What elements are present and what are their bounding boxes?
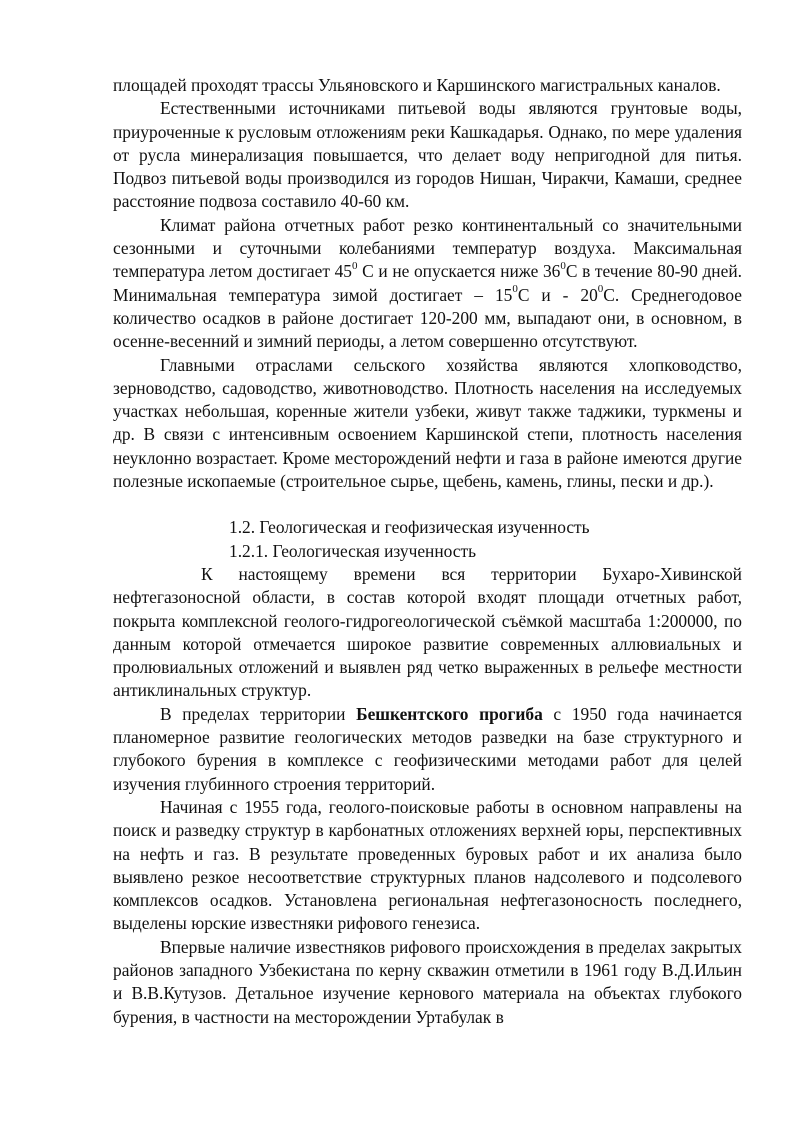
beshkent-text-a: В пределах территории xyxy=(160,703,357,724)
degree-sup-4: 0 xyxy=(597,282,604,295)
climate-text-b: С и не опускается ниже 36 xyxy=(357,261,561,282)
degree-sup-3: 0 xyxy=(512,282,518,295)
paragraph-reef-limestone: Впервые наличие известняков рифового происхождения в пределах закрытых районов западного Узбекистана по керну скважин отметили в 1961 году В.Д.Ильин и В.В.Кутузов. Детальное изучение кернового материала на объектах глубокого бурения, в частности на месторождении Уртабулак в xyxy=(113,936,742,1027)
beshkent-bold-term: Бешкентского прогиба xyxy=(356,703,543,724)
paragraph-gap xyxy=(113,493,742,516)
climate-text-a: Климат района отчетных работ резко континентальный со значительными сезонными и суточными колебаниями температур воздуха. Максимальная температура летом достигает 45 xyxy=(113,214,742,282)
climate-text-d: С и - 20 xyxy=(517,284,598,305)
beshkent-text-b: с 1950 года начинается планомерное развитие геологических методов разведки на базе структурного и глубокого бурения в комплексе с геофизическими методами работ для целей изучения глубинного строения территорий. xyxy=(113,703,742,794)
paragraph-beshkent xyxy=(113,703,742,796)
degree-sup-2: 0 xyxy=(560,259,566,272)
paragraph-survey: К настоящему времени вся территории Бухаро-Хивинской нефтегазоносной области, в состав которой входят площади отчетных работ, покрыта комплексной геолого-гидрогеологической съёмкой масштаба 1:200000, по данным которой отмечается широкое развитие современных аллювиальных и пролювиальных отложений и выявлен ряд четко выраженных в рельефе местности антиклинальных структур. xyxy=(113,563,742,701)
paragraph-agriculture: Главными отраслами сельского хозяйства являются хлопководство, зерноводство, садоводство, животноводство. Плотность населения на исследуемых участках небольшая, коренные жители узбеки, живут также таджики, туркмены и др. В связи с интенсивным освоением Каршинской степи, плотность населения неуклонно возрастает. Кроме месторождений нефти и газа в районе имеются другие полезные ископаемые (строительное сырье, щебень, камень, глины, пески и др.). xyxy=(113,354,742,492)
paragraph-1955-works: Начиная с 1955 года, геолого-поисковые работы в основном направлены на поиск и разведку структур в карбонатных отложениях верхней юры, перспективных на нефть и газ. В результате проведенных буровых работ и их анализа было выявлено резкое несоответствие структурных планов надсолевого и подсолевого комплексов осадков. Установлена региональная нефтегазоносность последнего, выделены юрские известняки рифового генезиса. xyxy=(113,796,742,934)
paragraph-drinking-water: Естественными источниками питьевой воды являются грунтовые воды, приуроченные к русловым отложениям реки Кашкадарья. Однако, по мере удаления от русла минерализация повышается, что делает воду непригодной для питья. Подвоз питьевой воды производился из городов Нишан, Чиракчи, Камаши, среднее расстояние подвоза составило 40-60 км. xyxy=(113,98,742,212)
climate-text-c: С в течение 80-90 дней. Минимальная температура зимой достигает – 15 xyxy=(113,261,742,305)
section-heading-1-2-1: 1.2.1. Геологическая изученность xyxy=(229,540,477,561)
paragraph-climate xyxy=(113,214,742,354)
paragraph-canals: площадей проходят трассы Ульяновского и Каршинского магистральных каналов. xyxy=(113,75,721,95)
climate-text-e: С. Среднегодовое количество осадков в районе достигает 120-200 мм, выпадают они, в основном, в осенне-весенний и зимний периоды, а летом совершенно отсутствуют. xyxy=(113,284,742,352)
section-heading-1-2: 1.2. Геологическая и геофизическая изученность xyxy=(229,517,590,538)
degree-sup-1: 0 xyxy=(352,259,358,272)
